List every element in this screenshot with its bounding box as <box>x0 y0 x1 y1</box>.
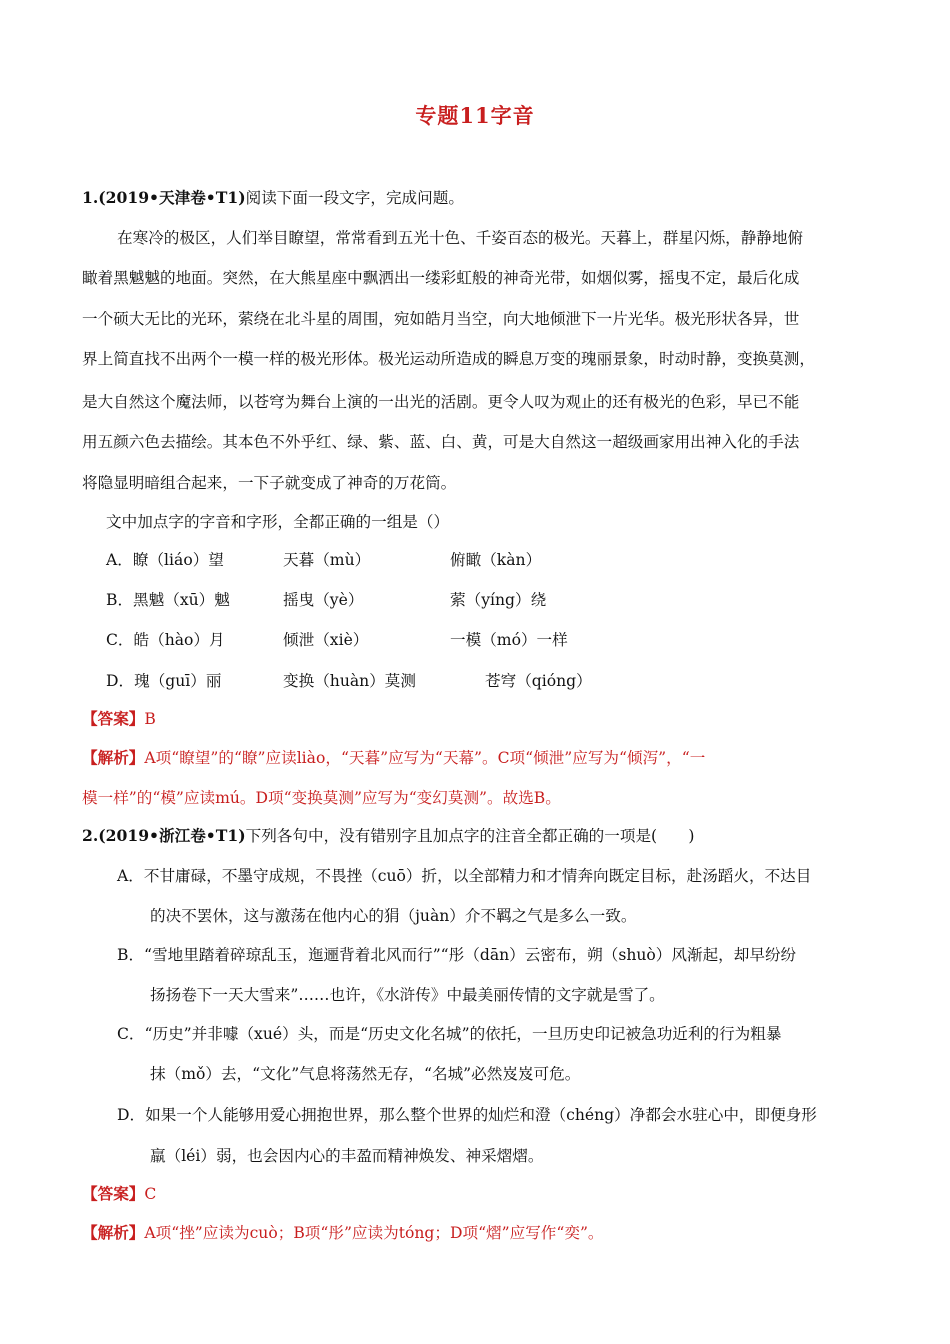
answer-value: C <box>144 1185 157 1203</box>
q2-option-d-cont: 羸（léi）弱，也会因内心的丰盈而精神焕发、神采熠熠。 <box>150 1147 544 1165</box>
analysis-tag: 【解析】 <box>82 748 145 767</box>
q1-option-a-1: A．瞭（liáo）望 <box>106 551 224 569</box>
q2-option-c-cont: 抹（mǒ）去，“文化”气息将荡然无存，“名城”必然岌岌可危。 <box>150 1065 581 1083</box>
q2-option-b-cont: 扬扬卷下一天大雪来”……也许，《水浒传》中最美丽传情的文字就是雪了。 <box>150 986 665 1004</box>
q1-heading <box>82 188 464 208</box>
q1-option-c-2: 倾泄（xiè） <box>283 631 369 649</box>
q1-prompt: 阅读下面一段文字，完成问题。 <box>245 189 464 207</box>
q1-option-a-2: 天暮（mù） <box>283 551 371 569</box>
q1-passage-line: 一个硕大无比的光环，萦绕在北斗星的周围，宛如皓月当空，向大地倾泄下一片光华。极光形状各异，世 <box>82 310 800 328</box>
q1-passage-line: 界上简直找不出两个一模一样的极光形体。极光运动所造成的瞬息万变的瑰丽景象，时动时静，变换莫测， <box>82 350 815 368</box>
q1-option-b-2: 摇曳（yè） <box>283 591 364 609</box>
q2-option-c: C．“历史”并非噱（xué）头，而是“历史文化名城”的依托，一旦历史印记被急功近利的行为粗暴 <box>117 1025 782 1043</box>
q1-option-b-3: 萦（yíng）绕 <box>450 591 547 609</box>
q2-analysis <box>82 1223 604 1243</box>
q1-option-b-1: B．黑魆（xū）魆 <box>106 591 230 609</box>
answer-value: B <box>144 710 156 728</box>
q2-option-b: B．“雪地里踏着碎琼乱玉，迤逦背着北风而行”“彤（dān）云密布，朔（shuò）风渐起，却早纷纷 <box>117 946 797 964</box>
q1-option-c-3: 一模（mó）一样 <box>450 631 568 649</box>
page-title: 专题11字音 <box>415 103 535 128</box>
q2-option-d: D．如果一个人能够用爱心拥抱世界，那么整个世界的灿烂和澄（chéng）净都会水驻心中，即便身形 <box>117 1106 817 1124</box>
q1-passage-line: 用五颜六色去描绘。其本色不外乎红、绿、紫、蓝、白、黄，可是大自然这一超级画家用出神入化的手法 <box>82 433 800 451</box>
q1-option-a-3: 俯瞰（kàn） <box>450 551 542 569</box>
q1-option-d-2: 变换（huàn）莫测 <box>283 672 416 690</box>
answer-tag: 【答案】 <box>82 1184 145 1203</box>
analysis-text: A项“瞭望”的“瞭”应读liào，“天暮”应写为“天幕”。C项“倾泄”应写为“倾泻”，“一 <box>144 749 706 767</box>
analysis-text: A项“挫”应读为cuò；B项“彤”应读为tóng；D项“熠”应写作“奕”。 <box>144 1224 604 1242</box>
q1-analysis-line-2: 模一样”的“模”应读mú。D项“变换莫测”应写为“变幻莫测”。故选B。 <box>82 789 561 807</box>
q1-option-d-1: D．瑰（guī）丽 <box>106 672 222 690</box>
q2-option-a-cont: 的决不罢休，这与激荡在他内心的狷（juàn）介不羁之气是多么一致。 <box>150 907 637 925</box>
q1-passage-line: 在寒冷的极区，人们举目瞭望，常常看到五光十色、千姿百态的极光。天暮上，群星闪烁，静静地俯 <box>117 229 804 247</box>
q1-passage-line: 将隐显明暗组合起来，一下子就变成了神奇的万花筒。 <box>82 474 457 492</box>
q2-option-a: A．不甘庸碌，不墨守成规，不畏挫（cuō）折，以全部精力和才情奔向既定目标，赴汤蹈火，不达目 <box>117 867 812 885</box>
q1-option-d-3: 苍穹（qióng） <box>485 672 592 690</box>
q2-answer <box>82 1184 156 1204</box>
q1-answer <box>82 709 156 729</box>
q1-passage-line: 是大自然这个魔法师，以苍穹为舞台上演的一出光的活剧。更令人叹为观止的还有极光的色彩，早已不能 <box>82 393 800 411</box>
q1-question: 文中加点字的字音和字形，全都正确的一组是（） <box>106 513 450 531</box>
q1-analysis <box>82 748 705 768</box>
q1-source: 1.(2019•天津卷•T1) <box>82 188 246 207</box>
q1-passage-line: 瞰着黑魆魆的地面。突然，在大熊星座中飘洒出一缕彩虹般的神奇光带，如烟似雾，摇曳不定，最后化成 <box>82 269 800 287</box>
q2-prompt: 下列各句中，没有错别字且加点字的注音全都正确的一项是( ) <box>245 827 695 845</box>
answer-tag: 【答案】 <box>82 709 145 728</box>
q2-source: 2.(2019•浙江卷•T1) <box>82 826 246 845</box>
analysis-tag: 【解析】 <box>82 1223 145 1242</box>
q2-heading <box>82 826 694 846</box>
q1-option-c-1: C．皓（hào）月 <box>106 631 225 649</box>
